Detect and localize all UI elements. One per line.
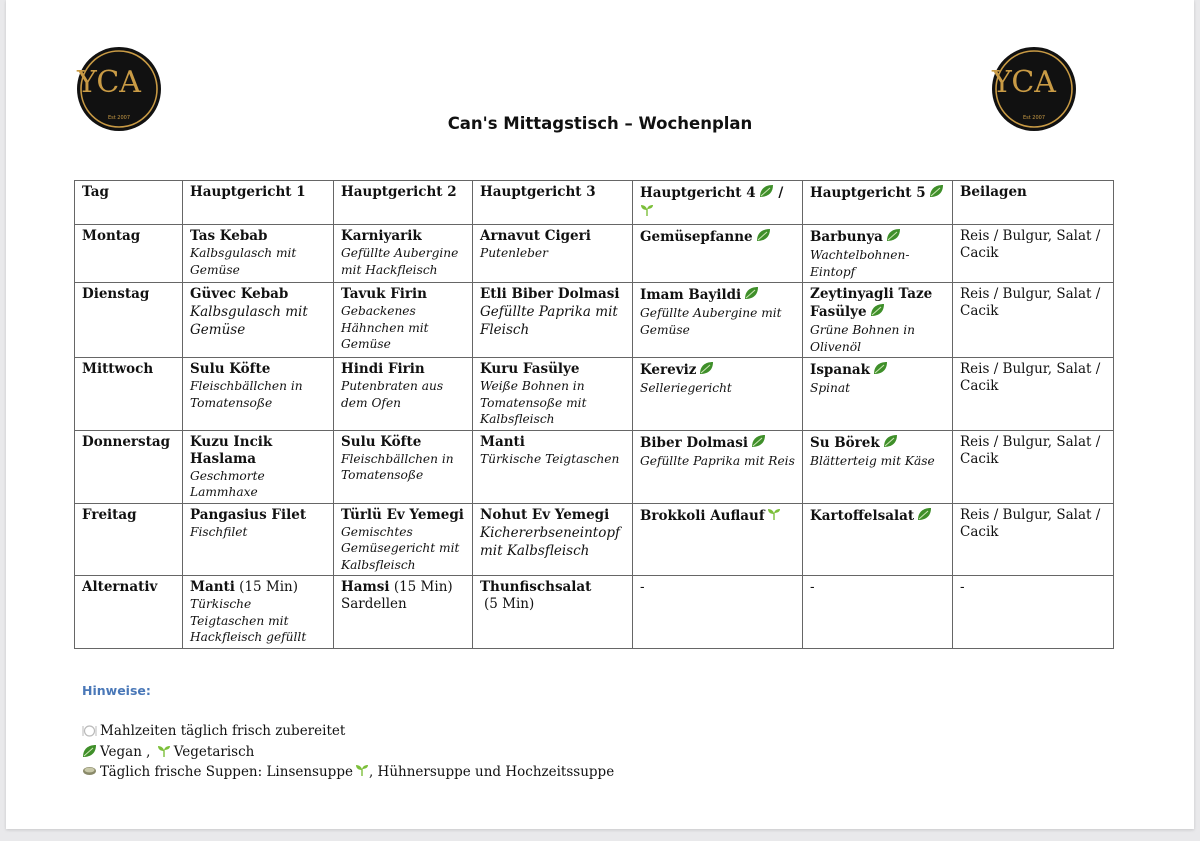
dish-description: Sardellen xyxy=(341,596,407,612)
dish-name: Etli Biber Dolmasi xyxy=(480,286,620,302)
day-cell: Alternativ xyxy=(75,576,183,649)
leaf-icon xyxy=(751,434,766,453)
header-tag: Tag xyxy=(75,181,183,225)
dish-cell xyxy=(183,503,334,576)
sprout-icon xyxy=(355,763,369,783)
header-beilagen: Beilagen xyxy=(953,181,1114,225)
dish-description: Fleischbällchen in Tomatensoße xyxy=(341,451,454,482)
dish-name: Tas Kebab xyxy=(190,228,268,244)
sides-cell: Reis / Bulgur, Salat / Cacik xyxy=(953,503,1114,576)
dish-name: Güvec Kebab xyxy=(190,286,289,302)
svg-text:Est 2007: Est 2007 xyxy=(107,115,131,121)
dish-cell xyxy=(473,283,633,358)
sprout-icon xyxy=(157,744,171,764)
table-row xyxy=(75,225,1114,283)
dish-cell xyxy=(473,225,633,283)
sides-cell: - xyxy=(953,576,1114,649)
dish-cell xyxy=(803,503,953,576)
dish-description: Kalbsgulasch mit Gemüse xyxy=(190,246,297,277)
dish-name: Sulu Köfte xyxy=(190,361,271,377)
dish-cell xyxy=(334,358,473,431)
dish-name: Thunfischsalat xyxy=(480,579,592,595)
dish-cell: - xyxy=(803,576,953,649)
dish-cell xyxy=(633,430,803,503)
day-cell: Montag xyxy=(75,225,183,283)
dish-name: Manti (15 Min) xyxy=(190,579,299,595)
dish-name: Pangasius Filet xyxy=(190,506,307,523)
leaf-icon xyxy=(759,184,774,203)
dish-cell xyxy=(334,503,473,576)
dish-description: Blätterteig mit Käse xyxy=(810,453,935,468)
dish-description: Selleriegericht xyxy=(640,381,732,395)
dish-cell xyxy=(803,225,953,283)
dish-time: (5 Min) xyxy=(484,596,535,612)
dish-name: Kereviz xyxy=(640,361,795,380)
sides-cell: Reis / Bulgur, Salat / Cacik xyxy=(953,430,1114,503)
leaf-icon xyxy=(744,286,759,305)
dish-cell xyxy=(334,225,473,283)
leaf-icon xyxy=(873,361,888,380)
day-cell: Donnerstag xyxy=(75,430,183,503)
dish-cell xyxy=(633,358,803,431)
dish-cell xyxy=(803,358,953,431)
dish-description: Gemischtes Gemüsegericht mit Kalbsfleisch xyxy=(341,524,460,572)
dish-name: Imam Bayildi xyxy=(640,286,795,305)
dish-description: Fischfilet xyxy=(190,524,248,539)
dish-cell xyxy=(633,283,803,358)
dish-description: Kalbsgulasch mit Gemüse xyxy=(190,304,308,338)
dish-description: Weiße Bohnen in Tomatensoße mit Kalbsfleisch xyxy=(480,379,587,426)
dish-name: Kartoffelsalat xyxy=(810,507,945,526)
dish-name: Brokkoli Auflauf xyxy=(640,507,795,526)
dish-description: Geschmorte Lammhaxe xyxy=(190,468,265,499)
header-hauptgericht-1: Hauptgericht 1 xyxy=(183,181,334,225)
dish-description: Gebackenes Hähnchen mit Gemüse xyxy=(341,304,429,351)
dish-cell xyxy=(803,430,953,503)
page-title: Can's Mittagstisch – Wochenplan xyxy=(447,114,753,133)
dish-description: Gefüllte Aubergine mit Gemüse xyxy=(640,306,782,337)
dish-description: Gefüllte Paprika mit Fleisch xyxy=(480,304,618,338)
dish-description: Spinat xyxy=(810,381,851,395)
sprout-icon xyxy=(767,507,781,526)
notes-line-soups: Täglich frische Suppen: Linsensuppe , Hühnersuppe und Hochzeitssuppe xyxy=(82,762,782,783)
leaf-icon xyxy=(699,361,714,380)
svg-text:YCA: YCA xyxy=(992,65,1056,100)
sprout-icon xyxy=(640,203,654,222)
dish-name: Barbunya xyxy=(810,228,945,247)
leaf-icon xyxy=(886,228,901,247)
sides-cell: Reis / Bulgur, Salat / Cacik xyxy=(953,283,1114,358)
table-row xyxy=(75,503,1114,576)
sides-cell: Reis / Bulgur, Salat / Cacik xyxy=(953,358,1114,431)
dish-name: Manti xyxy=(480,433,525,450)
dish-name: Kuru Fasülye xyxy=(480,361,580,377)
notes-line-legend: Vegan , Vegetarisch xyxy=(82,742,782,763)
dish-cell xyxy=(183,576,334,649)
dish-description: Gefüllte Paprika mit Reis xyxy=(640,453,795,468)
day-cell: Mittwoch xyxy=(75,358,183,431)
notes-section xyxy=(82,683,782,783)
dish-name: Arnavut Cigeri xyxy=(480,228,591,244)
table-header-row xyxy=(75,181,1114,225)
header-hauptgericht-5: Hauptgericht 5 xyxy=(803,181,953,225)
notes-heading: Hinweise: xyxy=(82,683,151,698)
dish-name: Biber Dolmasi xyxy=(640,434,795,453)
dish-cell xyxy=(633,225,803,283)
leaf-icon xyxy=(929,184,944,203)
svg-text:YCA: YCA xyxy=(77,65,141,100)
dish-description: Fleischbällchen in Tomatensoße xyxy=(190,379,303,410)
header-hauptgericht-4: Hauptgericht 4 / xyxy=(633,181,803,225)
dish-description: Gefüllte Aubergine mit Hackfleisch xyxy=(341,246,459,277)
table-row xyxy=(75,430,1114,503)
notes-line-fresh: Mahlzeiten täglich frisch zubereitet xyxy=(82,721,782,742)
day-cell: Freitag xyxy=(75,503,183,576)
soup-bowl-icon xyxy=(82,764,97,784)
dish-name: Türlü Ev Yemegi xyxy=(341,506,464,523)
table-row-alternativ xyxy=(75,576,1114,649)
leaf-icon xyxy=(756,228,771,247)
dish-cell xyxy=(334,283,473,358)
header-hauptgericht-2: Hauptgericht 2 xyxy=(334,181,473,225)
dish-name: Tavuk Firin xyxy=(341,286,427,302)
dish-cell xyxy=(183,430,334,503)
sides-cell: Reis / Bulgur, Salat / Cacik xyxy=(953,225,1114,283)
dish-description: Türkische Teigtaschen mit Hackfleisch gefüllt xyxy=(190,597,307,644)
dish-cell xyxy=(473,576,633,649)
dish-name: Hamsi (15 Min) xyxy=(341,579,453,595)
dish-cell xyxy=(633,503,803,576)
table-row xyxy=(75,358,1114,431)
leaf-icon xyxy=(870,303,885,322)
dish-cell xyxy=(334,576,473,649)
dish-cell xyxy=(183,225,334,283)
dish-description: Türkische Teigtaschen xyxy=(480,451,620,466)
leaf-icon xyxy=(82,744,97,764)
dish-cell xyxy=(473,430,633,503)
dish-description: Kichererbseneintopf mit Kalbsfleisch xyxy=(480,524,620,559)
dish-name: Zeytinyagli Taze Fasülye xyxy=(810,286,933,320)
dish-description: Putenleber xyxy=(480,246,548,260)
plate-icon xyxy=(82,723,97,743)
dish-cell xyxy=(473,358,633,431)
dish-description: Putenbraten aus dem Ofen xyxy=(341,379,444,410)
dish-cell: - xyxy=(633,576,803,649)
header-hauptgericht-3: Hauptgericht 3 xyxy=(473,181,633,225)
dish-description: Grüne Bohnen in Olivenöl xyxy=(810,323,916,354)
table-row xyxy=(75,283,1114,358)
dish-description: Wachtelbohnen-Eintopf xyxy=(810,248,910,279)
dish-cell xyxy=(334,430,473,503)
day-cell: Dienstag xyxy=(75,283,183,358)
dish-name: Ispanak xyxy=(810,361,945,380)
dish-name: Gemüsepfanne xyxy=(640,228,795,247)
dish-name: Nohut Ev Yemegi xyxy=(480,506,610,523)
weekly-menu-table xyxy=(74,180,1114,649)
dish-name: Sulu Köfte xyxy=(341,433,422,450)
svg-text:Est 2007: Est 2007 xyxy=(1022,115,1046,121)
dish-name: Hindi Firin xyxy=(341,361,425,377)
leaf-icon xyxy=(917,507,932,526)
dish-cell xyxy=(183,358,334,431)
dish-cell xyxy=(183,283,334,358)
dish-name: Kuzu Incik Haslama xyxy=(190,433,273,467)
dish-name: Su Börek xyxy=(810,434,945,453)
dish-cell xyxy=(803,283,953,358)
leaf-icon xyxy=(883,434,898,453)
dish-cell xyxy=(473,503,633,576)
dish-name: Karniyarik xyxy=(341,228,422,244)
